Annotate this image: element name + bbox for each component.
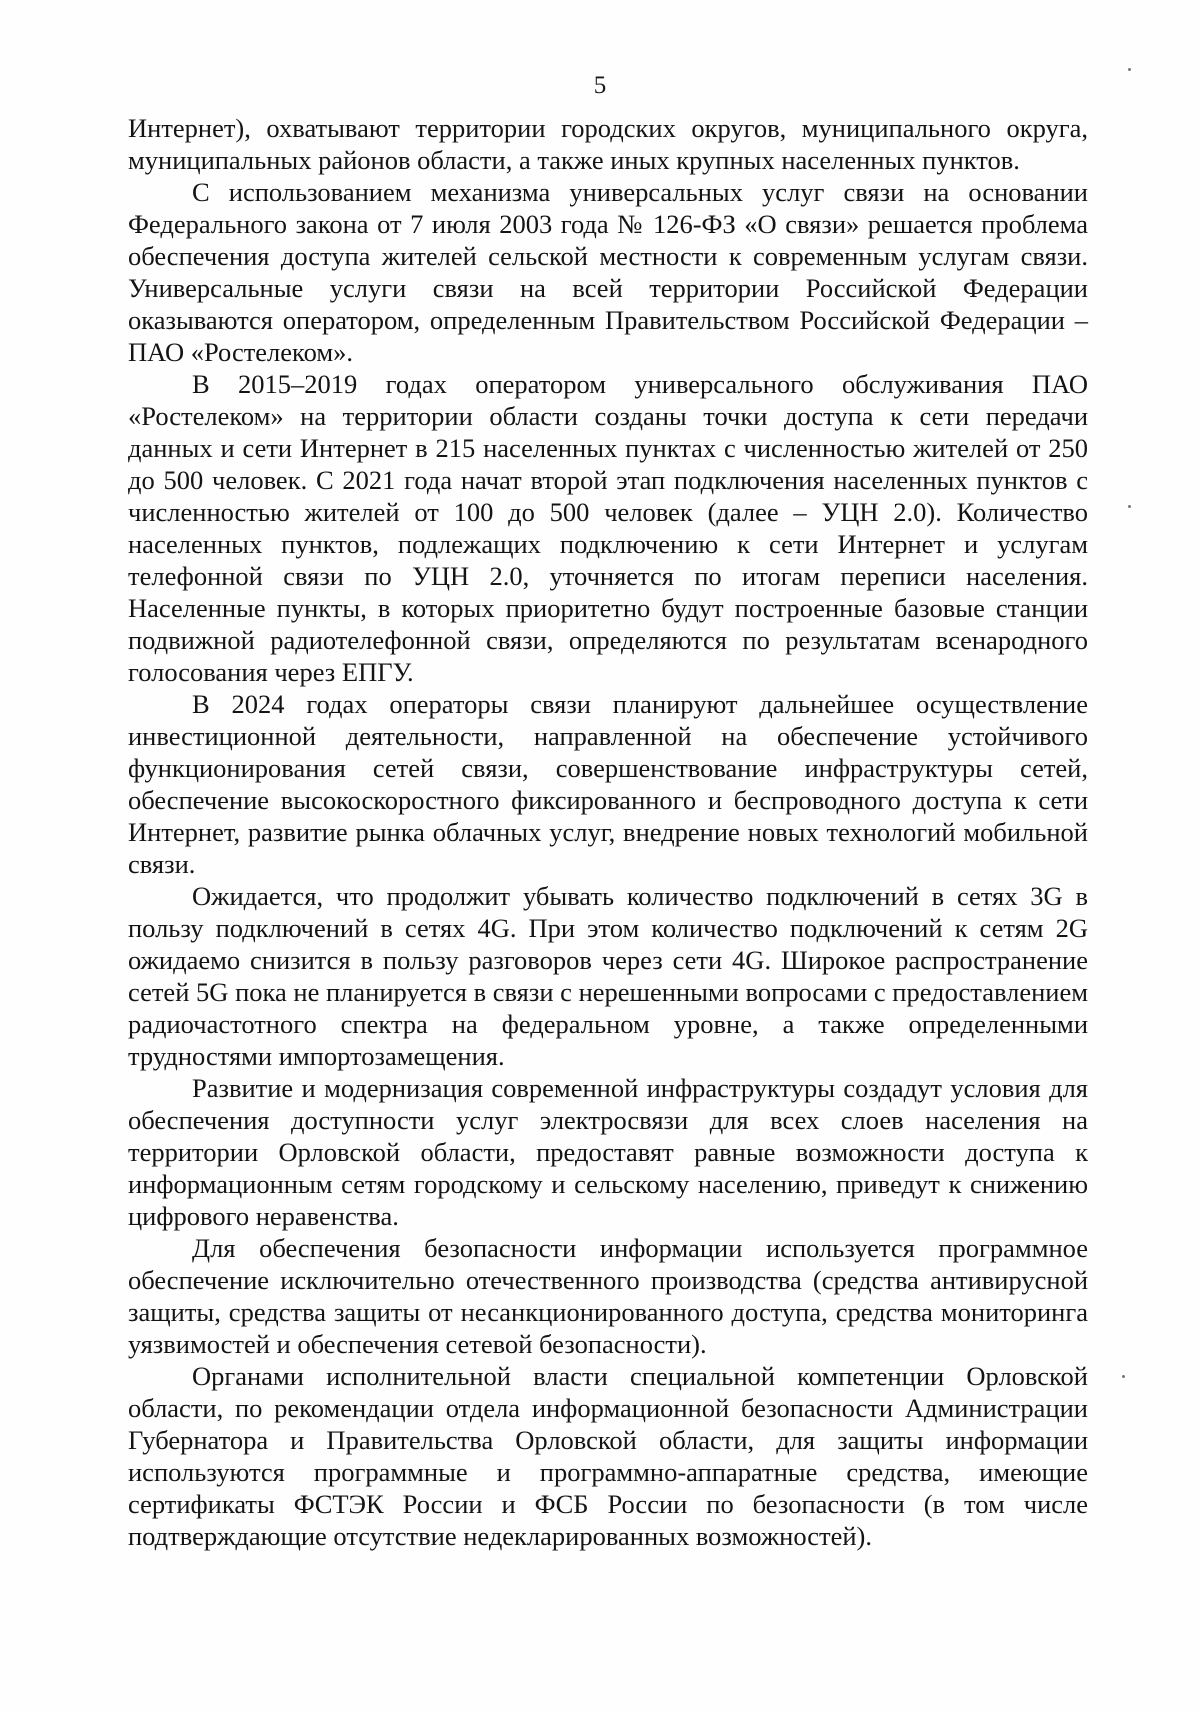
paragraph-universal-services: С использованием механизма универсальных услуг связи на основании Федерального закона от 7 июля 2003 года № 126-ФЗ «О связи» решается проблема обеспечения доступа жителей сельской местности к современным услугам связи. Универсальные услуги связи на всей территории Российской Федерации оказываются оператором, определенным Правительством Российской Федерации – ПАО «Ростелеком». [128, 177, 1088, 367]
paragraph-investment-2024: В 2024 годах операторы связи планируют дальнейшее осуществление инвестиционной деятельности, направленной на обеспечение устойчивого функционирования сетей связи, совершенствование инфраструктуры сетей, обеспечение высокоскоростного фиксированного и беспроводного доступа к сети Интернет, развитие рынка облачных услуг, внедрение новых технологий мобильной связи. [128, 689, 1088, 879]
paragraph-infrastructure-development: Развитие и модернизация современной инфраструктуры создадут условия для обеспечения доступности услуг электросвязи для всех слоев населения на территории Орловской области, предоставят равные возможности доступа к информационным сетям городскому и сельскому населению, приведут к снижению цифрового неравенства. [128, 1073, 1088, 1231]
document-body [128, 112, 1088, 1552]
paragraph-continuation: Интернет), охватывают территории городских округов, муниципального округа, муниципальных районов области, а также иных крупных населенных пунктов. [128, 113, 1088, 175]
page-number: 5 [593, 72, 607, 99]
paragraph-security-software: Для обеспечения безопасности информации используется программное обеспечение исключительно отечественного производства (средства антивирусной защиты, средства защиты от несанкционированного доступа, средства мониторинга уязвимостей и обеспечения сетевой безопасности). [128, 1233, 1088, 1359]
scan-speck [1122, 1375, 1125, 1378]
paragraph-network-generations: Ожидается, что продолжит убывать количество подключений в сетях 3G в пользу подключений в сетях 4G. При этом количество подключений к сетям 2G ожидаемо снизится в пользу разговоров через сети 4G. Широкое распространение сетей 5G пока не планируется в связи с нерешенными вопросами с предоставлением радиочастотного спектра на федеральном уровне, а также определенными трудностями импортозамещения. [128, 881, 1088, 1071]
scan-speck [1128, 505, 1131, 508]
scan-speck [1128, 68, 1131, 71]
paragraph-access-points: В 2015–2019 годах оператором универсального обслуживания ПАО «Ростелеком» на территории области созданы точки доступа к сети передачи данных и сети Интернет в 215 населенных пунктах с численностью жителей от 250 до 500 человек. С 2021 года начат второй этап подключения населенных пунктов с численностью жителей от 100 до 500 человек (далее – УЦН 2.0). Количество населенных пунктов, подлежащих подключению к сети Интернет и услугам телефонной связи по УЦН 2.0, уточняется по итогам переписи населения. Населенные пункты, в которых приоритетно будут построенные базовые станции подвижной радиотелефонной связи, определяются по результатам всенародного голосования через ЕПГУ. [128, 369, 1088, 687]
paragraph-certified-tools: Органами исполнительной власти специальной компетенции Орловской области, по рекомендации отдела информационной безопасности Администрации Губернатора и Правительства Орловской области, для защиты информации используются программные и программно-аппаратные средства, имеющие сертификаты ФСТЭК России и ФСБ России по безопасности (в том числе подтверждающие отсутствие недекларированных возможностей). [128, 1361, 1088, 1551]
